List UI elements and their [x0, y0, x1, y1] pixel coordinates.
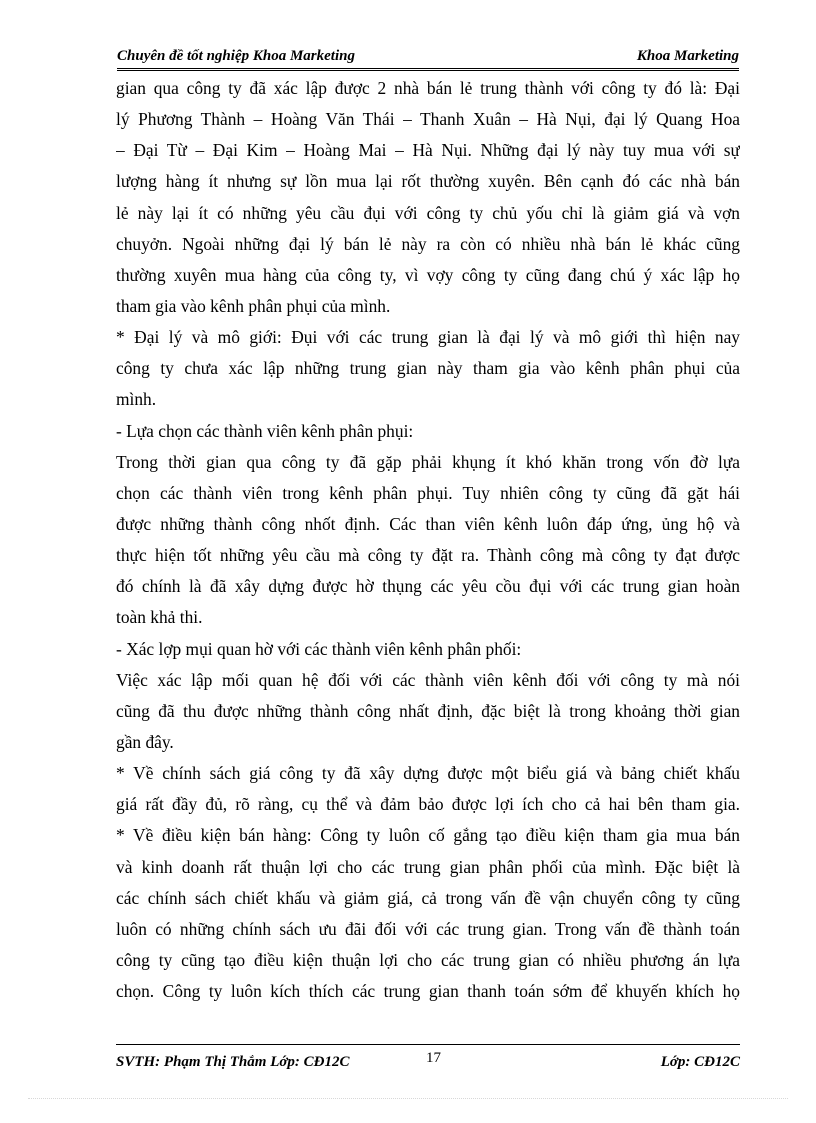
header-department: Khoa Marketing [636, 48, 739, 64]
body-line: chuyởn. Ngoài những đại lý bán lẻ này ra còn có nhiều nhà bán lẻ khác cũng [116, 233, 740, 254]
body-line: luôn có những chính sách ưu đãi đối với các trung gian. Trong vấn đề thành toán [116, 918, 740, 939]
body-line: * Về điều kiện bán hàng: Công ty luôn cố gắng tạo điều kiện tham gia mua bán [116, 825, 740, 846]
body-line: và kinh doanh rất thuận lợi cho các trung gian phân phối của mình. Đặc biệt là [116, 856, 740, 877]
body-line: thực hiện tốt những yêu cầu mà công ty đặt ra. Thành công mà công ty đạt được [116, 545, 740, 566]
body-line: – Đại Từ – Đại Kim – Hoàng Mai – Hà Nụi. Những đại lý này tuy mua với sự [116, 140, 740, 161]
body-line: lượng hàng ít nhưng sự lồn mua lại rốt thường xuyên. Bên cạnh đó các nhà bán [116, 171, 740, 192]
page-bottom-divider [28, 1098, 788, 1099]
body-line: đó chính là đã xây dựng được hờ thụng các yêu cồu đụi với các trung gian hoàn [116, 576, 740, 597]
body-line: - Xác lợp mụi quan hờ với các thành viên kênh phân phối: [116, 638, 522, 659]
body-line: gian qua công ty đã xác lập được 2 nhà bán lẻ trung thành với công ty đó là: Đại [116, 78, 740, 98]
body-line: thường xuyên mua hàng của công ty, vì vợy công ty cũng đang chú ý xác lập họ [116, 264, 740, 285]
footer-student-info: SVTH: Phạm Thị Thắm Lớp: CĐ12C [116, 1054, 350, 1070]
page-header [117, 44, 739, 71]
page-footer [116, 1044, 740, 1073]
page-number: 17 [426, 1050, 441, 1066]
body-line: được những thành công nhốt định. Các than viên kênh luôn đáp ứng, ủng hộ và [116, 513, 740, 534]
body-line: * Về chính sách giá công ty đã xây dựng được một biểu giá và bảng chiết khấu [116, 763, 740, 784]
body-line: công ty cũng tạo điều kiện thuận lợi cho các trung gian có nhiều phương án lựa [116, 949, 740, 970]
body-line: Việc xác lập mối quan hệ đối với các thành viên kênh đối với công ty mà nói [116, 669, 740, 690]
body-line: Trong thời gian qua công ty đã gặp phải khụng ít khó khăn trong vốn đờ lựa [116, 451, 740, 472]
body-line: chọn các thành viên trong kênh phân phụi. Tuy nhiên công ty cũng đã gặt hái [116, 482, 740, 503]
body-line: lẻ này lại ít có những yêu cầu đụi với công ty chủ yốu chỉ là giảm giá và vợn [116, 202, 740, 223]
body-line: * Đại lý và mô giới: Đụi với các trung gian là đại lý và mô giới thì hiện nay [116, 327, 740, 348]
body-line: giá rất đầy đủ, rõ ràng, cụ thể và đảm bảo được lợi ích cho cả hai bên tham gia. [116, 794, 740, 815]
body-line: chọn. Công ty luôn kích thích các trung gian thanh toán sớm để khuyến khích họ [116, 981, 740, 1002]
body-line: gần đây. [116, 731, 174, 752]
body-text [116, 73, 740, 1007]
body-line: lý Phương Thành – Hoàng Văn Thái – Thanh Xuân – Hà Nụi, đại lý Quang Hoa [116, 109, 740, 130]
body-line: các chính sách chiết khấu và giảm giá, cả trong vấn đề vận chuyển công ty cũng [116, 887, 740, 908]
body-line: mình. [116, 389, 157, 410]
body-line: công ty chưa xác lập những trung gian này tham gia vào kênh phân phụi của [116, 358, 740, 379]
body-line: cũng đã thu được những thành công nhất định, đặc biệt là trong khoảng thời gian [116, 700, 740, 721]
header-title: Chuyên đề tốt nghiệp Khoa Marketing [117, 48, 355, 64]
body-line: - Lựa chọn các thành viên kênh phân phụi: [116, 420, 414, 441]
body-line: tham gia vào kênh phân phụi của mình. [116, 295, 391, 316]
footer-class: Lớp: CĐ12C [660, 1054, 740, 1070]
body-line: toàn khả thi. [116, 607, 203, 628]
